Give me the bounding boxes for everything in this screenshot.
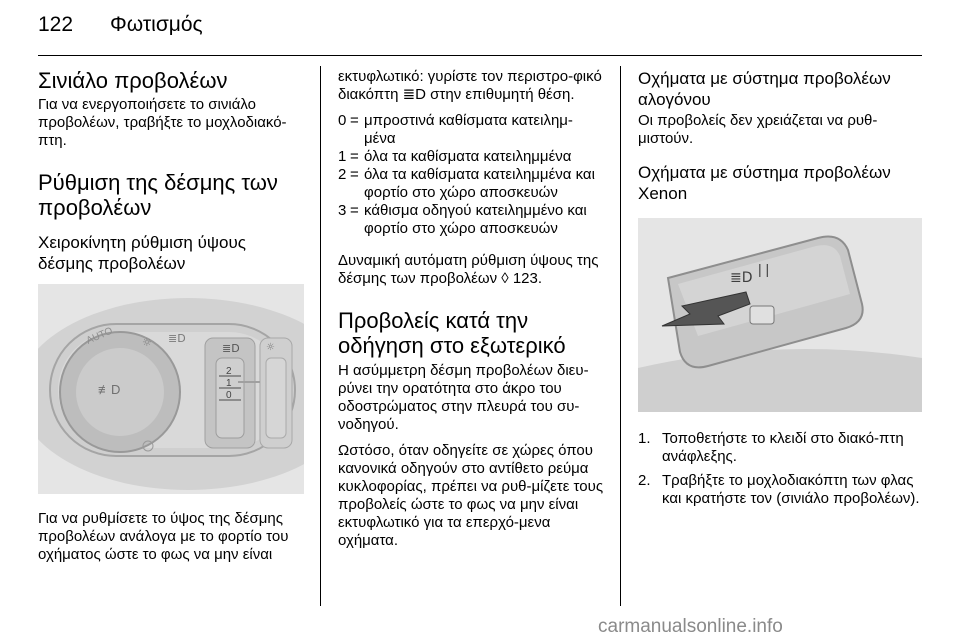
list-item: 1. Τοποθετήστε το κλειδί στο διακό-πτη ανάφλεξης. <box>638 430 904 465</box>
wheel-number-0: 0 <box>226 390 232 401</box>
heading-halogen: Οχήματα με σύστημα προβολέων αλογόνου <box>638 69 891 109</box>
section-title: Φωτισμός <box>110 13 203 36</box>
paragraph-dynamic-range: Δυναμική αυτόματη ρύθμιση ύψους της δέσμης των προβολέων ◊ 123. <box>338 252 599 287</box>
headlamp-icon: ≣D <box>168 332 186 345</box>
column-divider-1 <box>320 66 321 606</box>
list-item: 0 = μπροστινά καθίσματα κατειλημ-μένα <box>338 112 573 147</box>
watermark: carmanualsonline.info <box>598 616 783 637</box>
page-reference-icon: ◊ <box>501 270 509 287</box>
page-reference[interactable]: 123. <box>512 270 543 287</box>
headlight-range-icon: ≣D <box>402 86 426 103</box>
high-beam-icon: ≣D <box>730 270 753 286</box>
figure-flash-lever <box>638 218 922 412</box>
header-rule <box>38 55 922 56</box>
column-divider-2 <box>620 66 621 606</box>
steps-list <box>638 430 922 508</box>
paragraph-adjust-range: Για να ρυθμίσετε το ύψος της δέσμης προβολέων ανάλογα με το φορτίο του οχήματος ώστε το φως να μην είναι <box>38 510 289 563</box>
paragraph-continuation: εκτυφλωτικό: γυρίστε τον περιστρο-φικό διακόπτη ≣D στην επιθυμητή θέση. <box>338 68 602 103</box>
heading-headlight-range: Ρύθμιση της δέσμης των προβολέων <box>38 170 278 220</box>
auto-label: AUTO <box>84 325 115 347</box>
column-2 <box>338 68 604 550</box>
fog-light-icon: ≢D <box>98 382 121 397</box>
paragraph-headlight-flash: Για να ενεργοποιήσετε το σινιάλο προβολέων, τραβήξτε το μοχλοδιακό-πτη. <box>38 96 287 149</box>
light-switch-illustration <box>38 284 304 494</box>
heading-xenon: Οχήματα με σύστημα προβολέων Xenon <box>638 163 891 203</box>
page-header <box>38 13 203 37</box>
svg-text:| |: | | <box>758 261 770 277</box>
headlight-range-icon: ≣D <box>222 342 240 355</box>
paragraph-adjust-abroad: Ωστόσο, όταν οδηγείτε σε χώρες όπου κανονικά οδηγούν στο αντίθετο ρεύμα κυκλοφορίας, πρέπει να ρυθ-μίζετε τους προβολείς ώστε το φως να μην είναι εκτυφλωτικό για τα επερχό-μενα οχήματα. <box>338 442 604 549</box>
list-item: 2. Τραβήξτε το μοχλοδιακόπτη των φλας και κρατήστε τον (σινιάλο προβολέων). <box>638 472 920 507</box>
page-number: 122 <box>38 13 74 36</box>
dimmer-thumbwheel <box>266 358 286 438</box>
column-1 <box>38 68 304 564</box>
lever-illustration <box>638 218 922 412</box>
paragraph-asymmetric-beam: Η ασύμμετρη δέσμη προβολέων διευ-ρύνει την ορατότητα στο άκρο του οδοστρώματος στην πλευρά του συ-νοδηγού. <box>338 362 589 433</box>
heading-manual-range: Χειροκίνητη ρύθμιση ύψους δέσμης προβολέων <box>38 233 246 273</box>
wheel-number-1: 1 <box>226 378 232 389</box>
dimmer-icon: ☼ <box>266 342 275 353</box>
heading-driving-abroad: Προβολείς κατά την οδήγηση στο εξωτερικό <box>338 308 566 358</box>
list-item: 1 = όλα τα καθίσματα κατειλημμένα <box>338 148 572 165</box>
wheel-number-2: 2 <box>226 366 232 377</box>
list-item: 3 = κάθισμα οδηγού κατειλημμένο και φορτίο στο χώρο αποσκευών <box>338 202 587 237</box>
figure-range-control <box>38 284 304 494</box>
list-item: 2 = όλα τα καθίσματα κατειλημμένα και φορτίο στο χώρο αποσκευών <box>338 166 595 201</box>
column-3 <box>638 68 922 514</box>
load-position-list <box>338 112 604 238</box>
paragraph-halogen: Οι προβολείς δεν χρειάζεται να ρυθ-μιστούν. <box>638 112 878 147</box>
position-lights-icon: ☼ <box>142 336 152 349</box>
heading-headlight-flash: Σινιάλο προβολέων <box>38 68 228 93</box>
